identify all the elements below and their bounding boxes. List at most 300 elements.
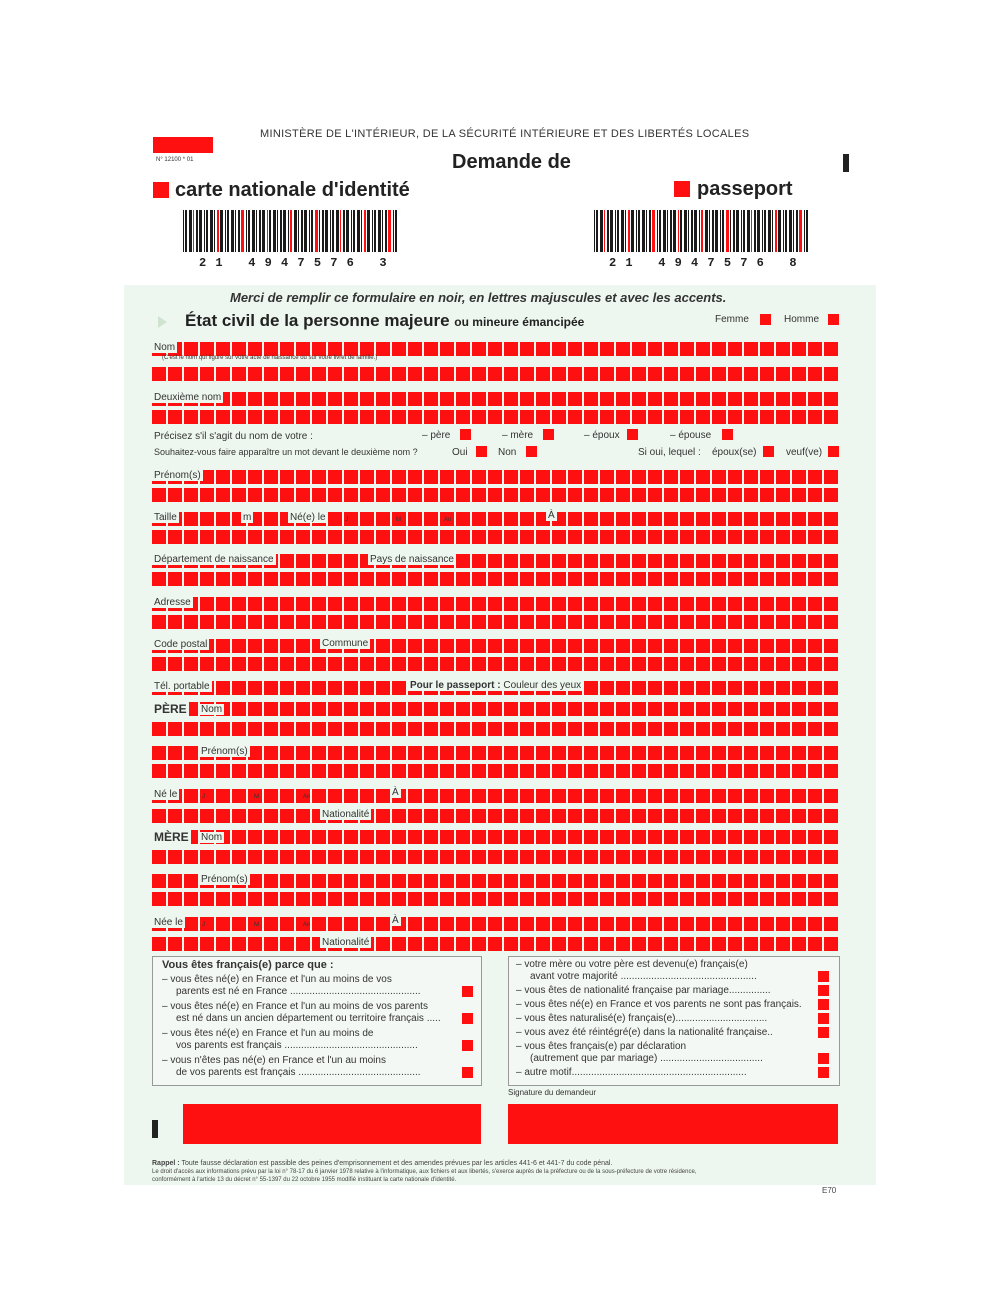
char-box[interactable] — [616, 657, 630, 671]
char-box[interactable] — [456, 937, 470, 951]
char-box[interactable] — [568, 657, 582, 671]
char-box[interactable] — [600, 554, 614, 568]
char-box[interactable] — [696, 809, 710, 823]
char-box[interactable] — [504, 512, 518, 526]
char-box[interactable] — [808, 572, 822, 586]
char-box[interactable] — [440, 639, 454, 653]
char-box[interactable] — [472, 470, 486, 484]
nationality-reason-checkbox[interactable] — [818, 1067, 829, 1078]
char-box[interactable] — [360, 681, 374, 695]
char-box[interactable] — [216, 367, 230, 381]
char-box[interactable] — [776, 746, 790, 760]
char-box[interactable] — [616, 681, 630, 695]
char-box[interactable] — [504, 342, 518, 356]
char-box[interactable] — [616, 410, 630, 424]
char-box[interactable] — [296, 615, 310, 629]
char-box[interactable] — [248, 722, 262, 736]
char-box[interactable] — [376, 410, 390, 424]
char-box[interactable] — [760, 512, 774, 526]
char-box[interactable] — [232, 530, 246, 544]
char-box[interactable] — [216, 681, 230, 695]
char-box[interactable] — [552, 789, 566, 803]
char-box[interactable] — [728, 764, 742, 778]
char-box[interactable] — [664, 937, 678, 951]
char-box[interactable] — [600, 657, 614, 671]
char-box[interactable] — [712, 657, 726, 671]
char-box[interactable] — [824, 597, 838, 611]
char-box[interactable] — [696, 512, 710, 526]
char-box[interactable] — [440, 342, 454, 356]
char-box[interactable] — [312, 470, 326, 484]
char-box[interactable] — [632, 681, 646, 695]
char-box[interactable] — [808, 722, 822, 736]
char-box[interactable] — [776, 530, 790, 544]
char-box[interactable] — [808, 367, 822, 381]
char-box[interactable] — [632, 764, 646, 778]
char-box[interactable] — [280, 789, 294, 803]
char-box[interactable] — [728, 892, 742, 906]
char-box[interactable] — [296, 597, 310, 611]
char-box[interactable] — [392, 639, 406, 653]
char-box[interactable] — [456, 657, 470, 671]
char-box[interactable] — [648, 722, 662, 736]
char-box[interactable] — [328, 722, 342, 736]
char-box[interactable] — [536, 572, 550, 586]
char-box[interactable] — [552, 392, 566, 406]
char-box[interactable] — [328, 392, 342, 406]
char-box[interactable] — [696, 892, 710, 906]
char-box[interactable] — [664, 392, 678, 406]
char-box[interactable] — [216, 764, 230, 778]
char-box[interactable] — [408, 410, 422, 424]
char-box[interactable] — [680, 512, 694, 526]
char-box[interactable] — [712, 764, 726, 778]
char-box[interactable] — [168, 809, 182, 823]
char-box[interactable] — [824, 530, 838, 544]
char-box[interactable] — [184, 512, 198, 526]
char-box[interactable] — [376, 572, 390, 586]
char-box[interactable] — [744, 892, 758, 906]
char-box[interactable] — [360, 657, 374, 671]
char-box[interactable] — [232, 410, 246, 424]
char-box[interactable] — [168, 367, 182, 381]
char-box[interactable] — [472, 892, 486, 906]
char-box[interactable] — [408, 874, 422, 888]
char-box[interactable] — [568, 367, 582, 381]
char-box[interactable] — [392, 597, 406, 611]
char-box[interactable] — [232, 722, 246, 736]
char-box[interactable] — [472, 874, 486, 888]
char-box[interactable] — [504, 937, 518, 951]
char-box[interactable] — [200, 937, 214, 951]
char-box[interactable] — [792, 554, 806, 568]
char-box[interactable] — [680, 830, 694, 844]
char-box[interactable] — [440, 392, 454, 406]
char-box[interactable] — [456, 809, 470, 823]
option-cni-checkbox[interactable] — [153, 182, 169, 198]
char-box[interactable] — [328, 764, 342, 778]
char-box[interactable] — [552, 342, 566, 356]
char-box[interactable] — [760, 746, 774, 760]
char-box[interactable] — [536, 488, 550, 502]
char-box[interactable] — [472, 488, 486, 502]
box-row[interactable] — [152, 892, 838, 906]
char-box[interactable] — [664, 639, 678, 653]
char-box[interactable] — [808, 681, 822, 695]
char-box[interactable] — [376, 657, 390, 671]
char-box[interactable] — [568, 722, 582, 736]
char-box[interactable] — [824, 512, 838, 526]
char-box[interactable] — [648, 597, 662, 611]
char-box[interactable] — [776, 615, 790, 629]
char-box[interactable] — [344, 917, 358, 931]
char-box[interactable] — [696, 681, 710, 695]
box-row[interactable] — [152, 410, 838, 424]
char-box[interactable] — [280, 597, 294, 611]
char-box[interactable] — [744, 530, 758, 544]
char-box[interactable] — [536, 937, 550, 951]
char-box[interactable] — [568, 530, 582, 544]
char-box[interactable] — [680, 367, 694, 381]
char-box[interactable] — [376, 615, 390, 629]
char-box[interactable] — [600, 874, 614, 888]
char-box[interactable] — [504, 874, 518, 888]
char-box[interactable] — [776, 470, 790, 484]
char-box[interactable] — [552, 809, 566, 823]
char-box[interactable] — [424, 657, 438, 671]
char-box[interactable] — [616, 572, 630, 586]
char-box[interactable] — [280, 410, 294, 424]
char-box[interactable] — [392, 874, 406, 888]
char-box[interactable] — [712, 789, 726, 803]
char-box[interactable] — [536, 850, 550, 864]
char-box[interactable] — [824, 722, 838, 736]
char-box[interactable] — [728, 917, 742, 931]
char-box[interactable] — [360, 530, 374, 544]
char-box[interactable] — [312, 410, 326, 424]
char-box[interactable] — [312, 657, 326, 671]
char-box[interactable] — [680, 850, 694, 864]
char-box[interactable] — [744, 937, 758, 951]
char-box[interactable] — [632, 554, 646, 568]
char-box[interactable] — [312, 488, 326, 502]
char-box[interactable] — [232, 488, 246, 502]
char-box[interactable] — [392, 367, 406, 381]
char-box[interactable] — [376, 681, 390, 695]
char-box[interactable] — [216, 892, 230, 906]
char-box[interactable] — [744, 488, 758, 502]
char-box[interactable] — [552, 702, 566, 716]
char-box[interactable] — [408, 702, 422, 716]
char-box[interactable] — [312, 615, 326, 629]
char-box[interactable] — [504, 746, 518, 760]
char-box[interactable] — [344, 392, 358, 406]
char-box[interactable] — [664, 789, 678, 803]
char-box[interactable] — [504, 572, 518, 586]
char-box[interactable] — [504, 850, 518, 864]
char-box[interactable] — [520, 722, 534, 736]
char-box[interactable] — [248, 809, 262, 823]
char-box[interactable] — [632, 937, 646, 951]
char-box[interactable] — [792, 657, 806, 671]
char-box[interactable] — [440, 702, 454, 716]
char-box[interactable] — [696, 789, 710, 803]
char-box[interactable] — [760, 917, 774, 931]
char-box[interactable] — [280, 746, 294, 760]
char-box[interactable] — [664, 850, 678, 864]
char-box[interactable] — [808, 597, 822, 611]
char-box[interactable] — [808, 809, 822, 823]
char-box[interactable] — [344, 850, 358, 864]
char-box[interactable] — [760, 639, 774, 653]
char-box[interactable] — [296, 746, 310, 760]
char-box[interactable] — [488, 874, 502, 888]
char-box[interactable] — [680, 789, 694, 803]
char-box[interactable] — [280, 657, 294, 671]
char-box[interactable] — [680, 342, 694, 356]
char-box[interactable] — [360, 702, 374, 716]
char-box[interactable] — [184, 850, 198, 864]
char-box[interactable] — [696, 657, 710, 671]
char-box[interactable] — [456, 764, 470, 778]
char-box[interactable] — [232, 615, 246, 629]
char-box[interactable] — [392, 702, 406, 716]
char-box[interactable] — [600, 702, 614, 716]
char-box[interactable] — [232, 917, 246, 931]
char-box[interactable] — [232, 892, 246, 906]
femme-checkbox[interactable] — [760, 314, 771, 325]
char-box[interactable] — [216, 410, 230, 424]
char-box[interactable] — [776, 722, 790, 736]
char-box[interactable] — [152, 809, 166, 823]
char-box[interactable] — [296, 530, 310, 544]
char-box[interactable] — [232, 342, 246, 356]
char-box[interactable] — [760, 470, 774, 484]
char-box[interactable] — [712, 342, 726, 356]
char-box[interactable] — [296, 470, 310, 484]
char-box[interactable] — [168, 722, 182, 736]
char-box[interactable] — [744, 615, 758, 629]
char-box[interactable] — [648, 702, 662, 716]
char-box[interactable] — [584, 892, 598, 906]
char-box[interactable] — [600, 809, 614, 823]
char-box[interactable] — [232, 597, 246, 611]
char-box[interactable] — [760, 681, 774, 695]
char-box[interactable] — [792, 937, 806, 951]
char-box[interactable] — [248, 892, 262, 906]
char-box[interactable] — [360, 410, 374, 424]
char-box[interactable] — [312, 746, 326, 760]
signature-field[interactable] — [508, 1104, 838, 1144]
char-box[interactable] — [200, 892, 214, 906]
char-box[interactable] — [520, 615, 534, 629]
char-box[interactable] — [168, 746, 182, 760]
nationality-reason-checkbox[interactable] — [818, 971, 829, 982]
char-box[interactable] — [424, 639, 438, 653]
char-box[interactable] — [344, 530, 358, 544]
char-box[interactable] — [504, 530, 518, 544]
char-box[interactable] — [728, 392, 742, 406]
char-box[interactable] — [648, 764, 662, 778]
char-box[interactable] — [488, 512, 502, 526]
char-box[interactable] — [776, 342, 790, 356]
char-box[interactable] — [552, 410, 566, 424]
char-box[interactable] — [632, 530, 646, 544]
char-box[interactable] — [296, 764, 310, 778]
box-row[interactable] — [152, 830, 838, 844]
char-box[interactable] — [440, 746, 454, 760]
nationality-reason-checkbox[interactable] — [462, 1013, 473, 1024]
char-box[interactable] — [792, 392, 806, 406]
char-box[interactable] — [520, 572, 534, 586]
char-box[interactable] — [584, 850, 598, 864]
char-box[interactable] — [648, 488, 662, 502]
char-box[interactable] — [648, 917, 662, 931]
char-box[interactable] — [264, 597, 278, 611]
char-box[interactable] — [776, 572, 790, 586]
char-box[interactable] — [264, 789, 278, 803]
char-box[interactable] — [360, 892, 374, 906]
char-box[interactable] — [200, 488, 214, 502]
char-box[interactable] — [296, 681, 310, 695]
char-box[interactable] — [520, 874, 534, 888]
char-box[interactable] — [168, 850, 182, 864]
char-box[interactable] — [776, 892, 790, 906]
char-box[interactable] — [792, 615, 806, 629]
char-box[interactable] — [616, 530, 630, 544]
char-box[interactable] — [568, 702, 582, 716]
char-box[interactable] — [648, 615, 662, 629]
char-box[interactable] — [776, 488, 790, 502]
char-box[interactable] — [520, 488, 534, 502]
char-box[interactable] — [632, 657, 646, 671]
char-box[interactable] — [696, 597, 710, 611]
char-box[interactable] — [584, 615, 598, 629]
char-box[interactable] — [312, 367, 326, 381]
char-box[interactable] — [712, 746, 726, 760]
char-box[interactable] — [472, 554, 486, 568]
char-box[interactable] — [168, 764, 182, 778]
char-box[interactable] — [568, 512, 582, 526]
char-box[interactable] — [680, 681, 694, 695]
box-row[interactable] — [152, 937, 838, 951]
char-box[interactable] — [456, 512, 470, 526]
char-box[interactable] — [616, 615, 630, 629]
char-box[interactable] — [488, 530, 502, 544]
char-box[interactable] — [216, 488, 230, 502]
char-box[interactable] — [536, 392, 550, 406]
char-box[interactable] — [216, 639, 230, 653]
char-box[interactable] — [456, 572, 470, 586]
char-box[interactable] — [408, 512, 422, 526]
char-box[interactable] — [280, 937, 294, 951]
char-box[interactable] — [616, 597, 630, 611]
char-box[interactable] — [408, 722, 422, 736]
char-box[interactable] — [504, 470, 518, 484]
nationality-reason-checkbox[interactable] — [818, 1013, 829, 1024]
char-box[interactable] — [664, 410, 678, 424]
char-box[interactable] — [248, 392, 262, 406]
char-box[interactable] — [728, 937, 742, 951]
char-box[interactable] — [648, 367, 662, 381]
char-box[interactable] — [264, 615, 278, 629]
char-box[interactable] — [360, 572, 374, 586]
char-box[interactable] — [312, 342, 326, 356]
char-box[interactable] — [168, 572, 182, 586]
char-box[interactable] — [440, 764, 454, 778]
char-box[interactable] — [296, 410, 310, 424]
char-box[interactable] — [824, 937, 838, 951]
char-box[interactable] — [344, 681, 358, 695]
char-box[interactable] — [808, 530, 822, 544]
char-box[interactable] — [696, 342, 710, 356]
char-box[interactable] — [824, 789, 838, 803]
char-box[interactable] — [696, 554, 710, 568]
char-box[interactable] — [504, 488, 518, 502]
char-box[interactable] — [744, 702, 758, 716]
char-box[interactable] — [440, 809, 454, 823]
char-box[interactable] — [472, 572, 486, 586]
char-box[interactable] — [600, 392, 614, 406]
char-box[interactable] — [344, 702, 358, 716]
char-box[interactable] — [232, 572, 246, 586]
char-box[interactable] — [504, 554, 518, 568]
char-box[interactable] — [456, 530, 470, 544]
char-box[interactable] — [808, 342, 822, 356]
char-box[interactable] — [792, 597, 806, 611]
char-box[interactable] — [248, 470, 262, 484]
char-box[interactable] — [696, 470, 710, 484]
char-box[interactable] — [392, 410, 406, 424]
option-passport-checkbox[interactable] — [674, 181, 690, 197]
char-box[interactable] — [424, 615, 438, 629]
char-box[interactable] — [696, 702, 710, 716]
char-box[interactable] — [440, 657, 454, 671]
char-box[interactable] — [776, 702, 790, 716]
char-box[interactable] — [216, 597, 230, 611]
char-box[interactable] — [536, 554, 550, 568]
char-box[interactable] — [184, 410, 198, 424]
char-box[interactable] — [616, 702, 630, 716]
char-box[interactable] — [408, 764, 422, 778]
char-box[interactable] — [680, 917, 694, 931]
char-box[interactable] — [648, 874, 662, 888]
char-box[interactable] — [616, 892, 630, 906]
char-box[interactable] — [712, 874, 726, 888]
char-box[interactable] — [456, 702, 470, 716]
char-box[interactable] — [520, 342, 534, 356]
char-box[interactable] — [568, 392, 582, 406]
char-box[interactable] — [264, 470, 278, 484]
char-box[interactable] — [376, 488, 390, 502]
char-box[interactable] — [504, 367, 518, 381]
char-box[interactable] — [648, 937, 662, 951]
char-box[interactable] — [744, 809, 758, 823]
char-box[interactable] — [728, 830, 742, 844]
char-box[interactable] — [760, 702, 774, 716]
char-box[interactable] — [264, 809, 278, 823]
char-box[interactable] — [552, 746, 566, 760]
nationality-reason-checkbox[interactable] — [818, 999, 829, 1010]
char-box[interactable] — [664, 367, 678, 381]
char-box[interactable] — [312, 892, 326, 906]
char-box[interactable] — [312, 572, 326, 586]
char-box[interactable] — [360, 746, 374, 760]
char-box[interactable] — [472, 789, 486, 803]
char-box[interactable] — [776, 554, 790, 568]
char-box[interactable] — [232, 681, 246, 695]
char-box[interactable] — [232, 392, 246, 406]
